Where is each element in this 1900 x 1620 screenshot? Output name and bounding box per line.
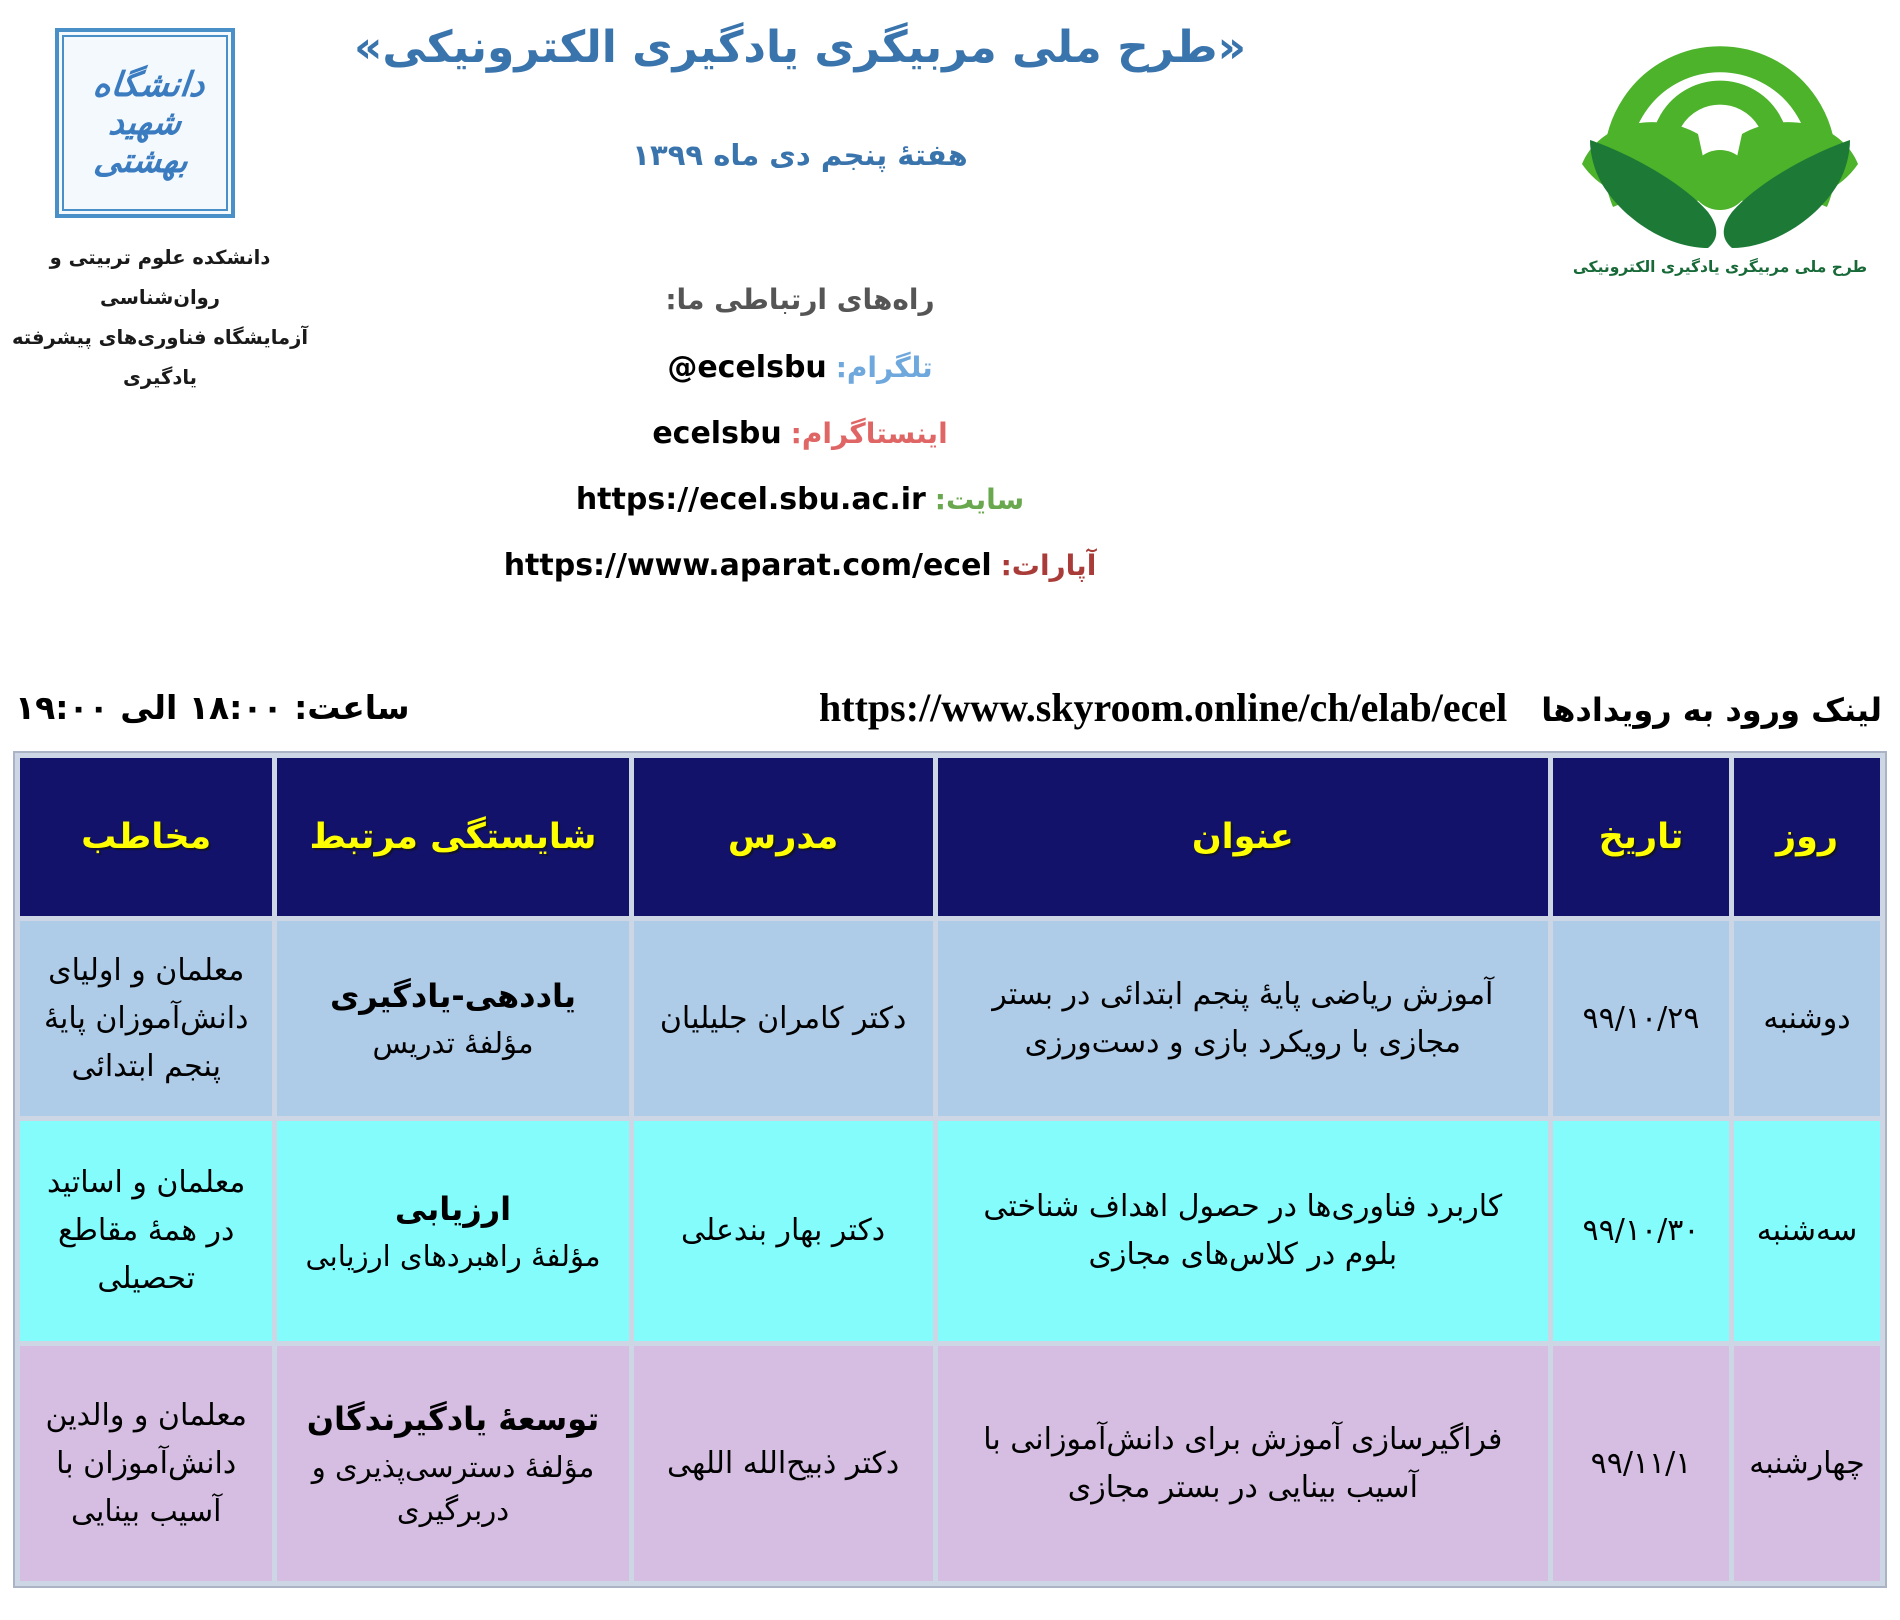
telegram-handle: @ecelsbu <box>667 350 827 385</box>
faculty-caption <box>0 238 320 398</box>
table-row <box>18 919 1883 1119</box>
instagram-label: اینستاگرام: <box>790 417 948 450</box>
site-url: https://ecel.sbu.ac.ir <box>575 482 926 517</box>
competency-sub: مؤلفهٔ راهبردهای ارزیابی <box>305 1238 601 1273</box>
instructor-cell: دکتر کامران جلیلیان <box>631 919 935 1119</box>
site-label: سایت: <box>934 483 1025 516</box>
aparat-label: آپارات: <box>1000 549 1097 582</box>
instructor-cell: دکتر ذبیح‌الله اللهی <box>631 1344 935 1584</box>
header-title: عنوان <box>935 756 1550 919</box>
competency-cell <box>275 919 631 1119</box>
competency-sub: مؤلفهٔ تدریس <box>372 1026 534 1061</box>
university-logo-icon <box>55 28 235 218</box>
table-row <box>18 1119 1883 1344</box>
center-dot-icon <box>1690 150 1750 210</box>
competency-sub: مؤلفهٔ دسترسی‌پذیری و دربرگیری <box>311 1449 595 1528</box>
day-cell: سه‌شنبه <box>1731 1119 1882 1344</box>
competency-cell <box>275 1119 631 1344</box>
elearning-logo-icon <box>1570 12 1870 252</box>
audience-cell: معلمان و اساتید در همهٔ مقاطع تحصیلی <box>18 1119 275 1344</box>
header-audience: مخاطب <box>18 756 275 919</box>
title-cell: فراگیرسازی آموزش برای دانش‌آموزانی با آسیب بینایی در بستر مجازی <box>935 1344 1550 1584</box>
audience-cell: معلمان و والدین دانش‌آموزان با آسیب بینایی <box>18 1344 275 1584</box>
telegram-label: تلگرام: <box>835 351 933 384</box>
day-cell: دوشنبه <box>1731 919 1882 1119</box>
contact-line-telegram <box>290 350 1310 385</box>
university-logo-frame <box>62 35 228 211</box>
event-link-row <box>819 684 1882 731</box>
contact-heading: راه‌های ارتباطی ما: <box>665 283 935 316</box>
day-cell: چهارشنبه <box>1731 1344 1882 1584</box>
instagram-handle: ecelsbu <box>652 416 782 451</box>
aparat-url: https://www.aparat.com/ecel <box>503 548 992 583</box>
project-logo-caption: طرح ملی مربیگری یادگیری الکترونیکی <box>1572 258 1868 276</box>
contact-line-instagram <box>290 416 1310 451</box>
audience-cell: معلمان و اولیای دانش‌آموزان پایهٔ پنجم ابتدائی <box>18 919 275 1119</box>
date-cell: ۹۹/۱۰/۳۰ <box>1551 1119 1732 1344</box>
competency-main: یاددهی-یادگیری <box>329 977 577 1016</box>
event-link-label: لینک ورود به رویدادها <box>1541 691 1882 729</box>
competency-cell <box>275 1344 631 1584</box>
competency-main: ارزیابی <box>394 1189 512 1228</box>
faculty-line1: دانشکده علوم تربیتی و روان‌شناسی <box>49 246 271 309</box>
header-competency: شایستگی مرتبط <box>275 756 631 919</box>
page-subtitle: هفتهٔ پنجم دی ماه ۱۳۹۹ <box>632 138 968 172</box>
page-title: «طرح ملی مربیگری یادگیری الکترونیکی» <box>353 22 1247 73</box>
header-instructor: مدرس <box>631 756 935 919</box>
competency-main: توسعهٔ یادگیرندگان <box>306 1400 600 1439</box>
title-cell: کاربرد فناوری‌ها در حصول اهداف شناختی بلوم در کلاس‌های مجازی <box>935 1119 1550 1344</box>
date-cell: ۹۹/۱۰/۲۹ <box>1551 919 1732 1119</box>
header-date: تاریخ <box>1551 756 1732 919</box>
faculty-line2: آزمایشگاه فناوری‌های پیشرفته یادگیری <box>11 325 308 389</box>
contact-line-site <box>290 482 1310 517</box>
university-logo-text: دانشگاه شهید بهشتی <box>91 64 207 182</box>
schedule-table <box>15 753 1885 1586</box>
project-logo <box>1570 12 1870 276</box>
table-row <box>18 1344 1883 1584</box>
session-time: ساعت: ۱۸:۰۰ الی ۱۹:۰۰ <box>15 688 410 727</box>
header-day: روز <box>1731 756 1882 919</box>
event-link-url: https://www.skyroom.online/ch/elab/ecel <box>819 685 1508 730</box>
title-cell: آموزش ریاضی پایهٔ پنجم ابتدائی در بستر مجازی با رویکرد بازی و دست‌ورزی <box>935 919 1550 1119</box>
instructor-cell: دکتر بهار بندعلی <box>631 1119 935 1344</box>
date-cell: ۹۹/۱۱/۱ <box>1551 1344 1732 1584</box>
schedule-header-row <box>18 756 1883 919</box>
contact-line-aparat <box>290 548 1310 583</box>
